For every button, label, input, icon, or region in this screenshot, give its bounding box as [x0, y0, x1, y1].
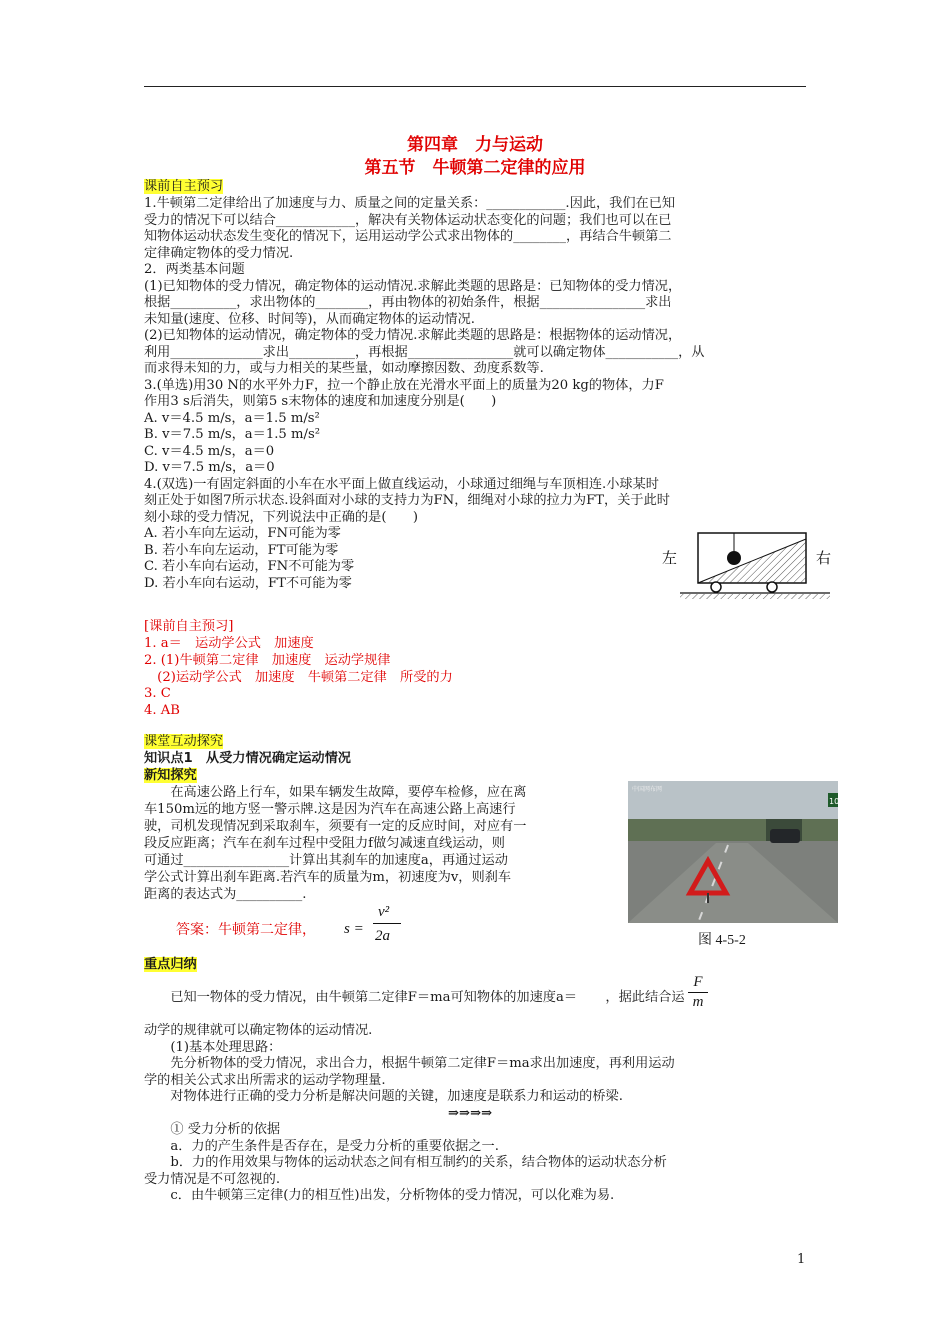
- summary-line: ① 受力分析的依据: [144, 1122, 281, 1137]
- preview-line: 作用3 s后消失，则第5 s末物体的速度和加速度分别是( ): [144, 394, 497, 409]
- preview-line: 未知量(速度、位移、时间等)，从而确定物体的运动情况.: [144, 311, 475, 327]
- preview-heading: 课前自主预习: [144, 179, 224, 194]
- page-number: 1: [797, 1252, 806, 1267]
- fraction-denominator: m: [692, 994, 704, 1010]
- preview-line: D. v＝7.5 m/s，a＝0: [144, 460, 275, 475]
- preview-line: 知物体运动状态发生变化的情况下，运用运动学公式求出物体的________，再结合牛顿第二: [144, 229, 672, 244]
- photo-caption: 图 4-5-2: [698, 933, 746, 948]
- chapter-title: 第四章 力与运动: [407, 135, 543, 155]
- acceleration-fraction: [688, 974, 708, 1011]
- new-knowledge-heading: 新知探究: [144, 768, 197, 783]
- preview-line: 根据__________，求出物体的________，再由物体的初始条件，根据________________求出: [144, 295, 672, 310]
- summary-line: 先分析物体的受力情况，求出合力，根据牛顿第二定律F＝ma求出加速度，再利用运动: [144, 1056, 675, 1071]
- formula-denominator: 2a: [375, 928, 390, 944]
- preview-line: B. v＝7.5 m/s，a＝1.5 m/s²: [144, 427, 320, 442]
- explore-line: 学公式计算出刹车距离.若汽车的质量为m，初速度为v，则刹车: [144, 870, 512, 885]
- fraction-bar: [373, 923, 401, 924]
- highway-warning-photo: [628, 781, 838, 923]
- explore-line: 可通过________________计算出其刹车的加速度a，再通过运动: [144, 853, 508, 868]
- summary-line: 动学的规律就可以确定物体的运动情况.: [144, 1023, 373, 1038]
- preview-line: A. v＝4.5 m/s，a＝1.5 m/s²: [144, 410, 320, 426]
- left-label: 左: [662, 549, 678, 567]
- explore-heading: 课堂互动探究: [144, 734, 224, 749]
- knowledge-point-title: 知识点1 从受力情况确定运动情况: [144, 751, 351, 766]
- answer-line: 4. AB: [144, 703, 180, 719]
- preview-line: 3.(单选)用30 N的水平外力F，拉一个静止放在光滑水平面上的质量为20 kg的物体，力F: [144, 377, 664, 393]
- photo-watermark: 中国网布网: [632, 786, 663, 793]
- road-sign-number: 10: [829, 797, 840, 806]
- ground-hatch: [680, 594, 830, 599]
- fraction-numerator: F: [693, 974, 703, 990]
- answer-line: 1. a＝ 运动学公式 加速度: [144, 636, 314, 651]
- summary-line: 对物体进行正确的受力分析是解决问题的关键，加速度是联系力和运动的桥梁.: [144, 1089, 623, 1104]
- explore-line: 在高速公路上行车，如果车辆发生故障，要停车检修，应在离: [144, 785, 527, 800]
- preview-line: 而求得未知的力，或与力相关的某些量，如动摩擦因数、劲度系数等.: [144, 361, 544, 376]
- ball: [727, 551, 741, 565]
- wheel-left: [711, 582, 721, 592]
- explore-line: 距离的表达式为__________.: [144, 887, 307, 902]
- answer-line: 2. (1)牛顿第二定律 加速度 运动学规律: [144, 652, 391, 668]
- incline: [698, 539, 806, 583]
- summary-line: a．力的产生条件是否存在，是受力分析的重要依据之一.: [144, 1138, 499, 1154]
- preview-line: 刻小球的受力情况，下列说法中正确的是( ): [144, 509, 419, 525]
- summary-line: (1)基本处理思路：: [144, 1039, 282, 1055]
- preview-line: B. 若小车向左运动，FT可能为零: [144, 542, 339, 558]
- wheel-right: [767, 582, 777, 592]
- summary-first-line: [144, 989, 685, 1006]
- formula-lhs: s =: [344, 921, 364, 937]
- preview-line: 4.(双选)一有固定斜面的小车在水平面上做直线运动，小球通过细绳与车顶相连.小球某时: [144, 476, 659, 492]
- explore-line: 驶，司机发现情况到采取刹车，须要有一定的反应时间，对应有一: [144, 819, 527, 834]
- summary-heading: 重点归纳: [144, 957, 197, 972]
- summary-line: ⇒⇒⇒⇒: [448, 1105, 493, 1121]
- answer-line: (2)运动学公式 加速度 牛顿第二定律 所受的力: [144, 669, 453, 685]
- summary-line: b．力的作用效果与物体的运动状态之间有相互制约的关系，结合物体的运动状态分析: [144, 1155, 667, 1170]
- preview-line: 刻正处于如图7所示状态.设斜面对小球的支持力为FN，细绳对小球的拉力为FT，关于此时: [144, 493, 670, 508]
- preview-line: 受力的情况下可以结合____________，解决有关物体运动状态变化的问题；我们也可以在已: [144, 212, 672, 228]
- explore-answer: [176, 922, 316, 939]
- preview-line: C. 若小车向右运动，FN不可能为零: [144, 559, 355, 574]
- summary-line1-text: 已知一物体的受力情况，由牛顿第二定律F＝ma可知物体的加速度a＝: [144, 990, 578, 1005]
- preview-line: D. 若小车向右运动，FT不可能为零: [144, 575, 352, 591]
- explore-line: 车150m远的地方竖一警示牌.这是因为汽车在高速公路上高速行: [144, 802, 516, 817]
- answer-line: 3. C: [144, 686, 171, 702]
- section-title: 第五节 牛顿第二定律的应用: [364, 158, 586, 178]
- preview-line: 利用______________求出__________，再根据________________就可以确定物体___________，从: [144, 344, 705, 360]
- header-rule: [144, 86, 806, 87]
- preview-line: A. 若小车向左运动，FN可能为零: [144, 526, 341, 541]
- summary-line: 受力情况是不可忽视的.: [144, 1171, 281, 1187]
- preview-line: 定律确定物体的受力情况.: [144, 245, 294, 261]
- explore-line: 段反应距离；汽车在刹车过程中受阻力f做匀减速直线运动，则: [144, 836, 505, 851]
- summary-line1-tail: ，据此结合运: [605, 990, 685, 1005]
- preview-line: C. v＝4.5 m/s，a＝0: [144, 443, 275, 459]
- formula-numerator: v²: [378, 904, 390, 920]
- fraction-line: [688, 992, 708, 993]
- cart-slope-figure: [660, 525, 850, 607]
- preview-line: (1)已知物体的受力情况，确定物体的运动情况.求解此类题的思路是：已知物体的受力情况，: [144, 278, 682, 294]
- preview-line: 1.牛顿第二定律给出了加速度与力、质量之间的定量关系：____________.因此，我们在已知: [144, 196, 676, 211]
- right-label: 右: [816, 549, 832, 567]
- summary-line: c．由牛顿第三定律(力的相互性)出发，分析物体的受力情况，可以化难为易.: [144, 1188, 615, 1203]
- answers-heading: [课前自主预习]: [144, 619, 234, 634]
- answer-prefix: 答案：牛顿第二定律，: [176, 922, 316, 938]
- preview-line: 2．两类基本问题: [144, 262, 245, 277]
- summary-line: 学的相关公式求出所需求的运动学物理量.: [144, 1072, 386, 1088]
- preview-line: (2)已知物体的运动情况，确定物体的受力情况.求解此类题的思路是：根据物体的运动情况，: [144, 328, 682, 343]
